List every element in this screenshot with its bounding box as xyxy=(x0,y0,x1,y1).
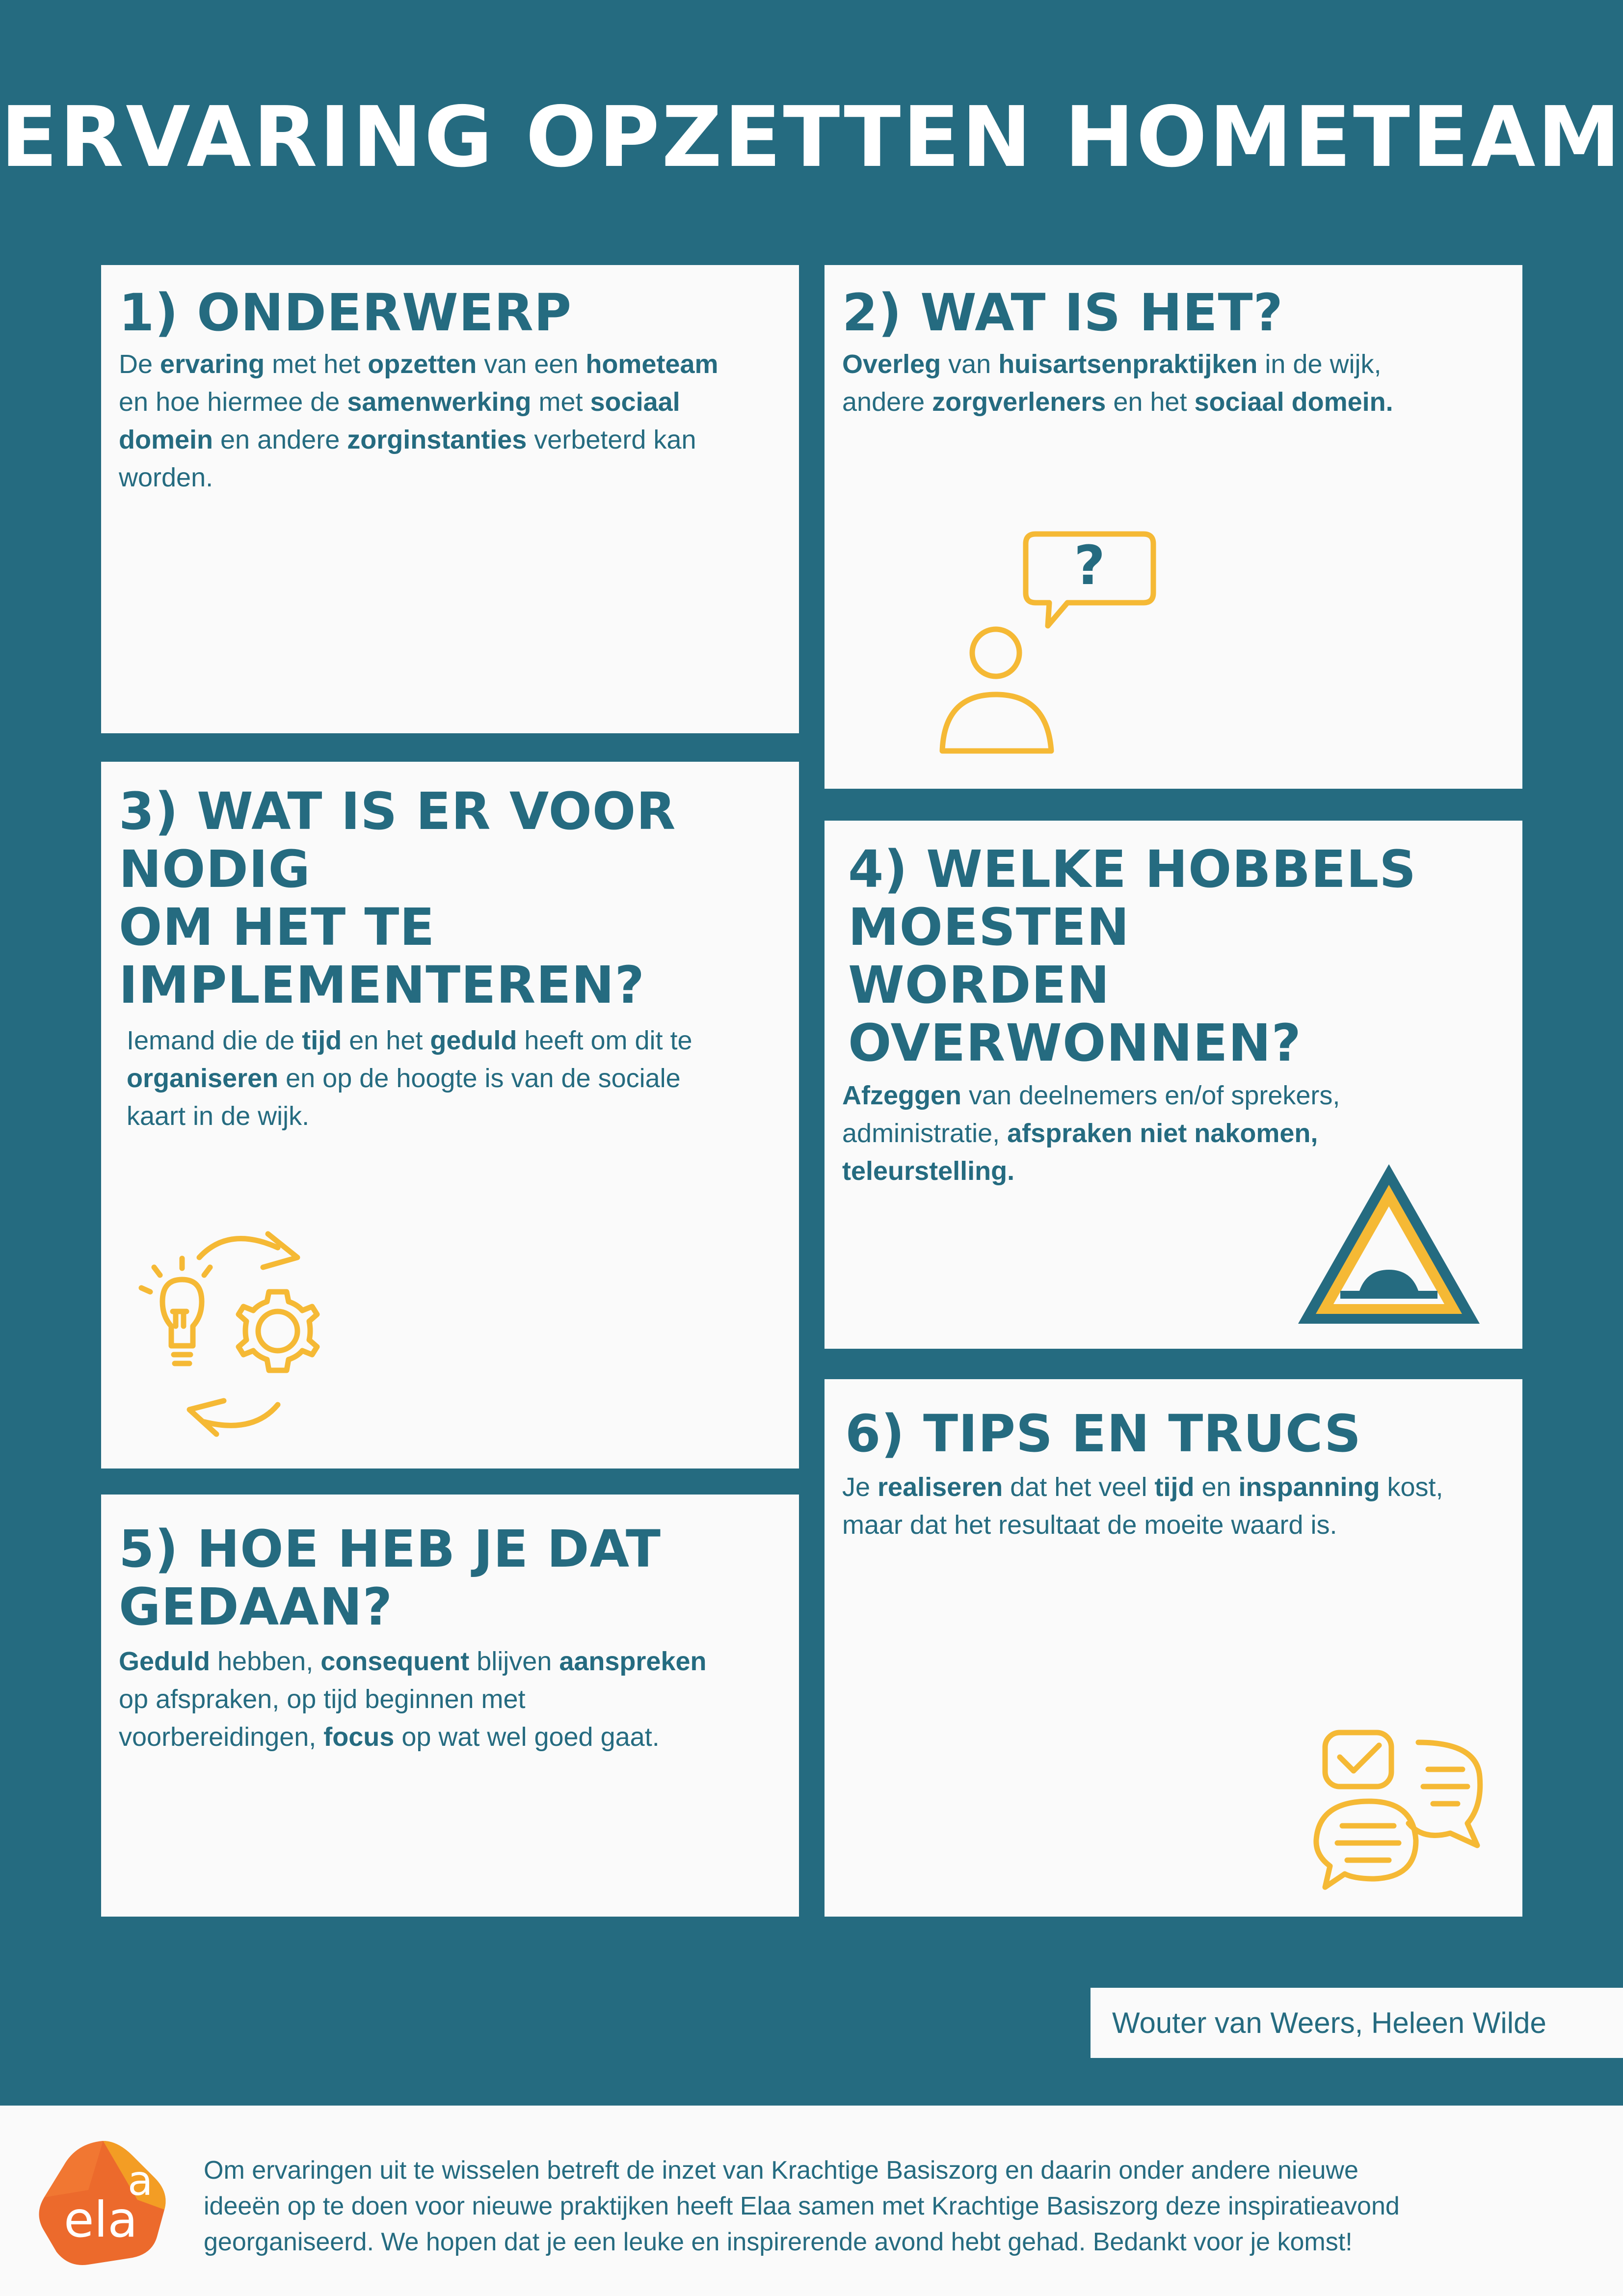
body-text: en hoe hiermee de xyxy=(119,387,347,417)
card-implementeren xyxy=(101,762,799,1468)
emphasis-text: sociaal xyxy=(590,387,680,417)
card-heading-line: 2) WAT IS HET? xyxy=(842,283,1283,343)
card-body-line xyxy=(119,459,781,497)
svg-text:a: a xyxy=(128,2157,153,2205)
emphasis-text: tijd xyxy=(1154,1472,1195,1502)
card-body-line xyxy=(842,1077,1505,1115)
card-heading-line: 5) HOE HEB JE DAT GEDAAN? xyxy=(119,1519,661,1637)
emphasis-text: samenwerking xyxy=(347,387,532,417)
idea-gear-cycle-icon xyxy=(131,1228,342,1444)
footer xyxy=(0,2106,1623,2296)
card-body-line xyxy=(119,1718,781,1756)
body-text: maar dat het resultaat de moeite waard is. xyxy=(842,1510,1337,1540)
emphasis-text: Geduld xyxy=(119,1647,210,1676)
card-heading xyxy=(842,1405,1505,1463)
emphasis-text: zorgverleners xyxy=(932,387,1106,417)
emphasis-text: focus xyxy=(323,1722,395,1752)
emphasis-text: Afzeggen xyxy=(842,1081,961,1110)
body-text: kaart in de wijk. xyxy=(127,1101,310,1131)
card-body-line xyxy=(127,1097,781,1135)
body-text: en xyxy=(1194,1472,1239,1502)
body-text: en op de hoogte is van de sociale xyxy=(278,1064,681,1093)
chat-bubbles-icon xyxy=(1310,1723,1497,1899)
card-body-line xyxy=(119,421,781,459)
emphasis-text: geduld xyxy=(430,1026,517,1055)
body-text: van deelnemers en/of sprekers, xyxy=(961,1081,1340,1110)
emphasis-text: domein xyxy=(119,425,213,454)
body-text: worden. xyxy=(119,463,213,492)
body-text: andere xyxy=(842,387,932,417)
card-heading-line: WORDEN OVERWONNEN? xyxy=(848,955,1302,1073)
svg-text:?: ? xyxy=(1074,534,1105,597)
card-body-line xyxy=(127,1022,781,1060)
card-heading xyxy=(842,284,1505,342)
card-heading xyxy=(119,1520,781,1636)
body-text: en het xyxy=(342,1026,430,1055)
card-heading xyxy=(842,840,1505,1072)
body-text: kost, xyxy=(1380,1472,1443,1502)
card-body xyxy=(119,1643,781,1756)
body-text: met xyxy=(531,387,590,417)
card-body xyxy=(842,346,1505,421)
emphasis-text: opzetten xyxy=(368,349,477,379)
emphasis-text: ervaring xyxy=(160,349,265,379)
emphasis-text: consequent xyxy=(320,1647,470,1676)
card-body-line xyxy=(842,383,1505,421)
card-body-line xyxy=(119,383,781,421)
body-text: op afspraken, op tijd beginnen met xyxy=(119,1684,526,1714)
card-tips xyxy=(825,1379,1522,1917)
footer-line: georganiseerd. We hopen dat je een leuke en inspirerende avond hebt gehad. Bedankt voor je komst! xyxy=(204,2228,1353,2256)
page-title: ERVARING OPZETTEN HOMETEAM xyxy=(0,89,1623,186)
emphasis-text: teleurstelling. xyxy=(842,1156,1015,1186)
body-text: Iemand die de xyxy=(127,1026,302,1055)
emphasis-text: aanspreken xyxy=(559,1647,707,1676)
card-body xyxy=(119,346,781,497)
body-text: administratie, xyxy=(842,1119,1008,1148)
body-text: van een xyxy=(477,349,586,379)
emphasis-text: zorginstanties xyxy=(347,425,527,454)
card-heading-line: 6) TIPS EN TRUCS xyxy=(845,1404,1361,1464)
authors-credit: Wouter van Weers, Heleen Wilde xyxy=(1091,1988,1623,2058)
body-text: hebben, xyxy=(210,1647,321,1676)
card-heading-line: 4) WELKE HOBBELS MOESTEN xyxy=(848,839,1417,957)
body-text: en andere xyxy=(213,425,347,454)
card-body-line xyxy=(119,346,781,383)
body-text: blijven xyxy=(469,1647,559,1676)
body-text: op wat wel goed gaat. xyxy=(394,1722,660,1752)
emphasis-text: realiseren xyxy=(878,1472,1003,1502)
footer-line: Om ervaringen uit te wisselen betreft de inzet van Krachtige Basiszorg en daarin onder andere nieuwe xyxy=(204,2156,1358,2185)
footer-line: ideeën op te doen voor nieuwe praktijken heeft Elaa samen met Krachtige Basiszorg deze inspiratieavond xyxy=(204,2192,1400,2220)
card-body-line xyxy=(842,1468,1505,1506)
body-text: dat het veel xyxy=(1003,1472,1155,1502)
card-heading xyxy=(119,284,781,342)
card-body xyxy=(119,1022,781,1135)
card-hoe-gedaan xyxy=(101,1495,799,1917)
card-hobbels xyxy=(825,821,1522,1349)
emphasis-text: sociaal domein. xyxy=(1194,387,1393,417)
body-text: met het xyxy=(265,349,368,379)
emphasis-text: hometeam xyxy=(585,349,718,379)
card-wat-is-het xyxy=(825,265,1522,789)
emphasis-text: inspanning xyxy=(1238,1472,1380,1502)
card-body xyxy=(842,1468,1505,1544)
person-question-icon xyxy=(937,520,1163,766)
svg-text:ela: ela xyxy=(64,2191,138,2248)
emphasis-text: Overleg xyxy=(842,349,941,379)
emphasis-text: organiseren xyxy=(127,1064,279,1093)
body-text: in de wijk, xyxy=(1257,349,1382,379)
card-heading-line: 1) ONDERWERP xyxy=(119,283,572,343)
card-body-line xyxy=(842,1115,1505,1152)
card-body-line xyxy=(842,346,1505,383)
body-text: verbeterd kan xyxy=(527,425,696,454)
footer-text xyxy=(204,2153,1578,2260)
card-body-line xyxy=(842,1506,1505,1544)
card-heading xyxy=(119,782,781,1014)
body-text: Je xyxy=(842,1472,878,1502)
body-text: en het xyxy=(1106,387,1195,417)
card-body-line xyxy=(127,1060,781,1097)
speed-bump-warning-icon xyxy=(1293,1159,1485,1331)
card-heading-line: OM HET TE IMPLEMENTEREN? xyxy=(119,897,645,1015)
body-text: voorbereidingen, xyxy=(119,1722,324,1752)
card-body-line xyxy=(119,1643,781,1681)
elaa-logo xyxy=(34,2136,172,2269)
card-heading-line: 3) WAT IS ER VOOR NODIG xyxy=(119,781,676,899)
emphasis-text: tijd xyxy=(302,1026,342,1055)
body-text: van xyxy=(941,349,999,379)
card-onderwerp xyxy=(101,265,799,733)
emphasis-text: afspraken niet nakomen, xyxy=(1007,1119,1318,1148)
body-text: heeft om dit te xyxy=(517,1026,692,1055)
body-text: De xyxy=(119,349,160,379)
card-body-line xyxy=(119,1681,781,1718)
emphasis-text: huisartsenpraktijken xyxy=(998,349,1258,379)
